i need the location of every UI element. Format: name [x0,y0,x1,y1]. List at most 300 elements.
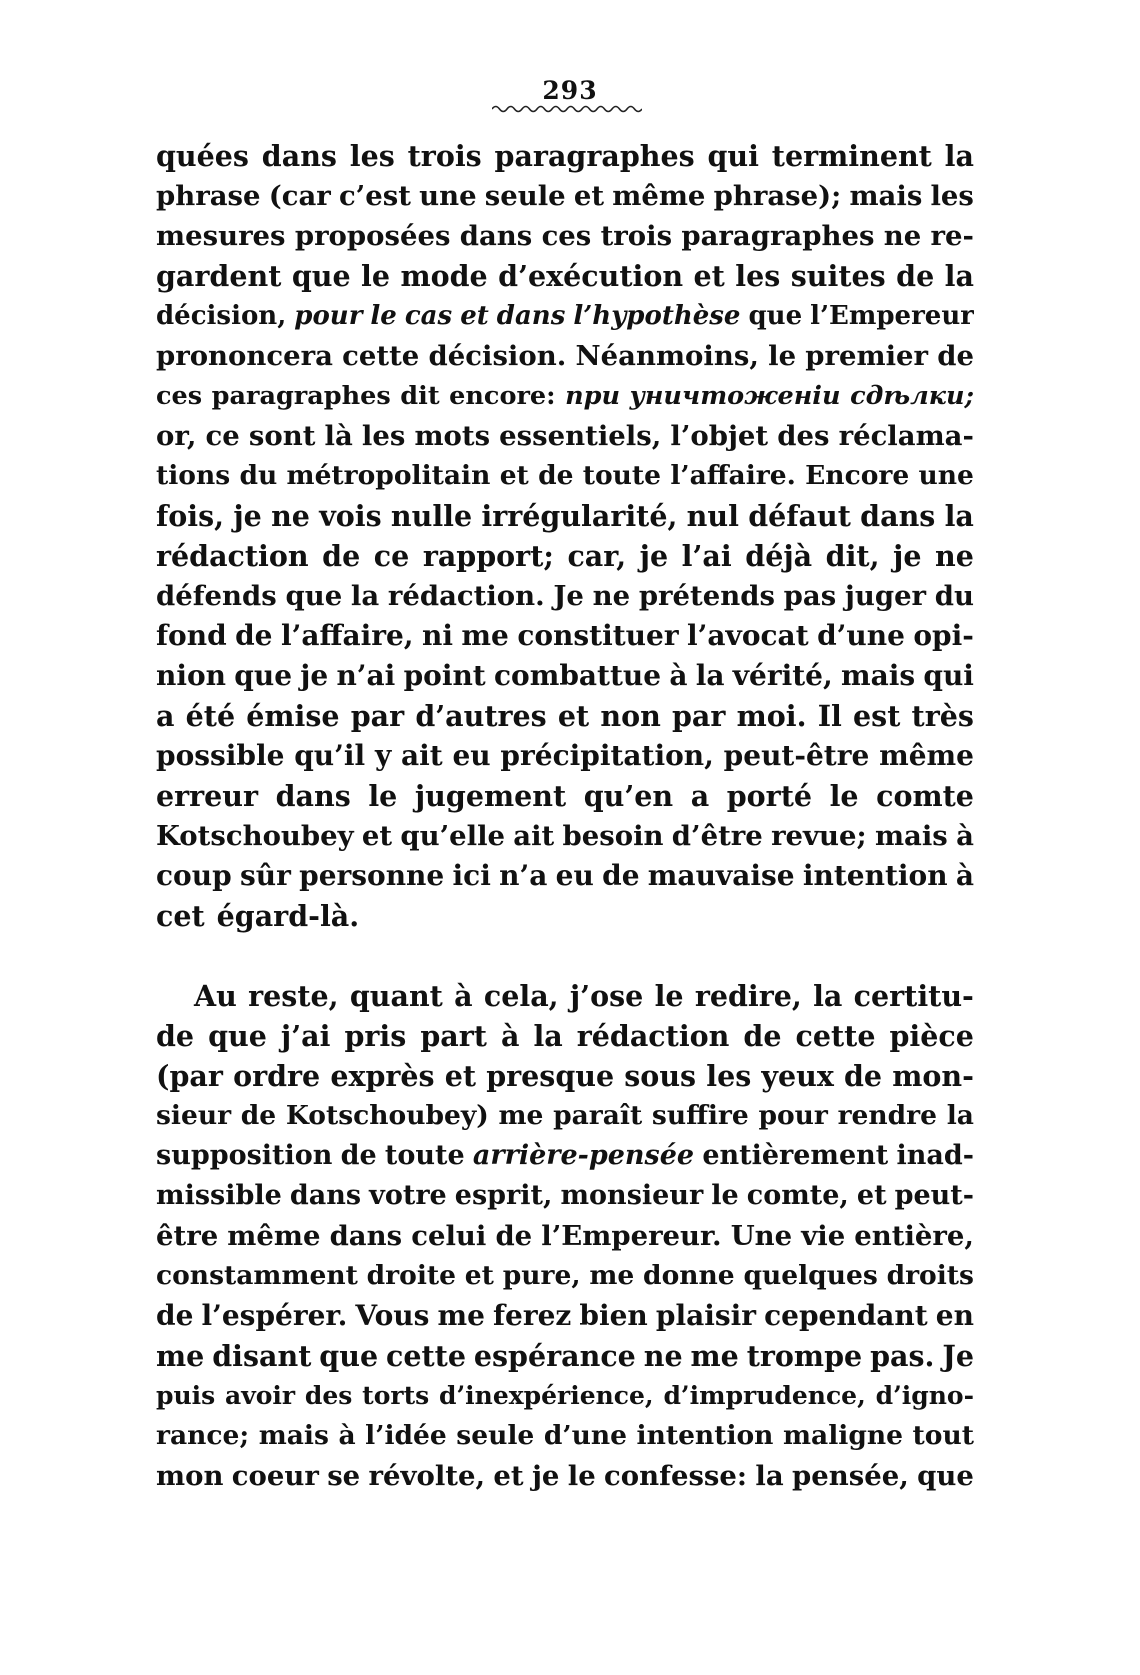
word: qu’en [583,779,674,813]
word: de [235,619,273,652]
text-line [156,536,974,576]
word: terminent [771,139,932,173]
word: paragraphes [681,220,875,252]
word: le [368,779,398,813]
word: et [493,1460,524,1492]
word: arrière-pensée [472,1140,695,1171]
word: les [349,139,395,173]
word: d’imprudence, [663,1381,866,1410]
text-line [156,1216,974,1256]
word: d’une [817,619,905,652]
word: seule [484,180,566,212]
word: que [208,1019,267,1053]
word: prétends [638,580,775,612]
word: erreur [156,779,259,813]
word: je [893,539,922,573]
word: cela, [483,979,559,1013]
word: mauvaise [647,859,795,892]
paragraph [156,976,974,1496]
word: de [743,1019,782,1053]
word: de [322,539,361,573]
word: de [340,1140,377,1171]
text-line [156,736,974,776]
word: coeur [231,1460,319,1492]
word: suffire [651,1100,749,1131]
word: paragraphes [211,381,391,411]
text-line [156,456,974,496]
word: dans [261,139,337,173]
word: et [573,180,605,212]
word: plaisir [655,1299,757,1332]
word: les [706,1059,752,1093]
word: c’est [338,180,411,212]
word: l’hypothèse [573,301,741,331]
word: pure, [502,1260,581,1291]
word: ne [883,220,922,252]
word: l’affaire, [280,619,414,652]
word: phrase [156,180,261,212]
word: a [690,779,710,813]
word: peut- [894,1180,974,1211]
word: qu’elle [400,820,506,852]
word: que [234,659,293,692]
word: possible [156,739,285,772]
word: à [955,859,974,892]
word: même [612,180,706,212]
word: ne [592,580,631,612]
word: de [843,1059,883,1093]
word: paraît [553,1100,643,1131]
text-line [156,496,974,536]
word: et [499,460,529,491]
word: gardent [156,259,282,293]
text-line [156,1416,974,1456]
word: Encore [805,460,910,491]
word: pour [758,1100,828,1131]
word: eu [452,739,491,772]
word: mais [258,1420,329,1451]
word: dans [329,1220,403,1252]
word: intention [802,859,948,892]
word: précipitation, [500,739,714,772]
word: essentiels, [499,420,662,452]
word: de [937,340,974,372]
word: ce [205,420,240,452]
word: cependant [764,1299,928,1332]
word: droits [886,1260,974,1291]
word: sous [624,1059,697,1093]
word: pensée, [792,1460,909,1492]
text-line [156,296,974,336]
word: de [156,1019,195,1053]
text-line [156,816,974,856]
word: d’igno- [875,1381,974,1410]
word: juger [844,580,927,612]
word: je [300,659,329,692]
word: fond [156,619,227,652]
word: vie [801,1220,846,1252]
word: y [374,739,392,772]
text-line [156,256,974,296]
word: porté [726,779,812,813]
word: la [944,259,974,293]
word: ni [421,619,453,652]
word: la [755,1460,784,1492]
word: est [853,699,901,733]
word: paragraphes [494,139,695,173]
text-line [156,1016,974,1056]
word: cette [342,340,420,372]
word: dit, [825,539,880,573]
word: d’autres [415,699,547,733]
word: Kotschoubey) [285,1100,489,1131]
word: уничтоженіи [629,381,841,411]
word: ici [452,859,491,892]
word: du [934,580,974,612]
word: en [935,1299,974,1332]
word: me [589,1260,635,1291]
word: même [879,739,974,772]
word: personne [299,859,445,892]
text-line [156,1376,974,1416]
word: me [461,619,509,652]
word: les [930,180,974,212]
word: car, [567,539,627,573]
word: je [233,499,262,533]
word: défaut [748,499,851,533]
word: réclama- [838,420,974,452]
word: toute [582,460,662,491]
word: quées [156,139,249,173]
text-line [156,336,974,376]
word: part [420,1019,487,1053]
word: à [454,979,473,1013]
word: et [557,699,590,733]
text-line [156,1096,974,1136]
word: ordre [233,1059,321,1093]
word: le [768,340,797,372]
word: inad- [896,1140,974,1171]
word: par [350,699,405,733]
word: et [464,1260,494,1291]
word: constituer [517,619,679,652]
word: pas [783,580,837,612]
word: à [956,820,974,852]
word: rapport; [422,539,554,573]
word: mais [874,820,948,852]
word: avoir [225,1381,296,1410]
word: me [437,1299,485,1332]
word: сдѣлки; [850,381,974,411]
word: même [227,1220,321,1252]
paragraph [156,136,974,936]
word: Néanmoins, [575,340,759,372]
word: monsieur [560,1180,704,1211]
word: l’Empereur. [541,1220,722,1252]
text-line [156,616,974,656]
word: comte, [746,1180,849,1211]
word: mon- [892,1059,974,1093]
word: d’être [671,820,763,852]
word: qu’il [294,739,366,772]
word: être [156,1220,219,1252]
word: d’inexpérience, [439,1381,654,1410]
word: dit [400,381,440,411]
word: reste, [248,979,339,1013]
word: trompe [746,1339,863,1373]
word: premier [805,340,929,372]
word: bien [579,1299,648,1332]
word: combattue [493,659,662,692]
word: et [444,1059,477,1093]
word: non [600,699,661,733]
word: entièrement [702,1140,889,1171]
word: dans [459,220,533,252]
word: et [460,301,489,331]
word: besoin [562,820,664,852]
word: émise [246,699,340,733]
word: qui [707,139,759,173]
word: j’ose [569,979,644,1013]
word: torts [362,1381,430,1410]
word: égard-là. [216,899,360,933]
word: mots [414,420,491,452]
word: de [240,1100,277,1131]
text-line [156,1456,974,1496]
word: puis [156,1381,216,1410]
word: sont [248,420,316,452]
word: tout [912,1420,974,1451]
word: sieur [156,1100,232,1131]
word: l’espérer. [201,1299,348,1332]
word: phrase); [713,180,842,212]
word: irrégularité, [481,499,678,533]
word: l’ai [681,539,732,573]
word: rédaction. [387,580,545,612]
word: mais [840,659,916,692]
text-line [156,896,974,936]
word: l’Empereur [810,301,974,331]
text-line [156,416,974,456]
word: ne [271,499,310,533]
word: que [291,259,351,293]
word: intention [636,1420,774,1451]
word: nul [686,499,739,533]
word: me [156,1339,205,1373]
word: dans [496,301,566,331]
word: entière, [854,1220,974,1252]
word: par [672,699,726,733]
word: proposées [294,220,451,252]
word: donne [643,1260,735,1291]
word: n’a [499,859,548,892]
text-line [156,1056,974,1096]
word: fois, [156,499,225,533]
word: prononcera [156,340,333,372]
word: mode [400,259,488,293]
word: opi- [913,619,974,652]
word: le [567,1460,596,1492]
word: vois [319,499,382,533]
word: d’exécution [498,259,684,293]
word: ferez [492,1299,572,1332]
word: eu [555,859,594,892]
word: vérité, [732,659,833,692]
text-line [156,1256,974,1296]
text-line [156,1296,974,1336]
word: re- [930,220,974,252]
word: de [156,1299,194,1332]
word: une [918,460,974,491]
word: se [327,1460,361,1492]
word: je [639,539,669,573]
word: Je [553,580,584,612]
word: при [565,381,621,411]
text-line [156,376,974,416]
text-line [156,656,974,696]
word: (par [156,1059,223,1093]
word: et [361,820,393,852]
text-line [156,856,974,896]
word: espérance [473,1339,636,1373]
word: à [500,1019,520,1053]
word: j’ai [280,1019,331,1053]
word: rendre [837,1100,938,1131]
word: dans [289,1180,362,1211]
text-line [156,176,974,216]
text-line [156,696,974,736]
word: la [944,499,974,533]
page-number: 293 [542,76,598,105]
word: des [304,1381,353,1410]
text-line [156,976,974,1016]
word: confesse: [604,1460,748,1492]
word: les [735,259,781,293]
word: là [324,420,353,452]
word: Il [817,699,842,733]
word: décision, [156,301,287,331]
text-line [156,776,974,816]
word: l’objet [670,420,769,452]
word: cas [404,301,453,331]
word: tions [156,460,231,491]
word: le [711,1180,739,1211]
word: quelques [743,1260,878,1291]
word: ne [935,539,974,573]
word: moi. [736,699,807,733]
word: à [338,1420,356,1451]
word: ait [401,739,443,772]
word: de [495,1220,533,1252]
word: que [917,1460,974,1492]
word: trois [407,139,482,173]
word: Je [942,1339,974,1373]
word: revue; [771,820,867,852]
word: la [813,979,843,1013]
paragraph-gap [156,936,974,976]
word: de [896,259,935,293]
word: comte [876,779,974,813]
text-line [156,1136,974,1176]
word: de [602,859,640,892]
word: une [419,180,477,212]
word: trois [600,220,673,252]
word: défends [156,580,277,612]
word: et [693,259,725,293]
word: la [946,1100,974,1131]
word: esprit, [454,1180,553,1211]
word: ces [156,381,203,411]
word: à [669,659,688,692]
body-text [156,136,974,1496]
word: votre [369,1180,447,1211]
word: mon [156,1460,224,1492]
word: Au [194,979,237,1013]
text-line [156,136,974,176]
word: des [777,420,830,452]
word: Kotschoubey [156,820,354,852]
word: dans [275,779,351,813]
word: que [319,1339,379,1373]
word: cette [795,1019,876,1053]
word: (car [268,180,331,212]
word: point [403,659,486,692]
word: le [829,779,859,813]
word: pièce [889,1019,974,1053]
word: me [498,1100,544,1131]
word: certitu- [853,979,974,1013]
word: suites [790,259,886,293]
word: seule [456,1420,535,1451]
word: le [370,301,397,331]
word: d’une [543,1420,627,1451]
word: rédaction [156,539,309,573]
word: n’ai [336,659,396,692]
word: ait [513,820,555,852]
word: la [944,139,974,173]
word: droite [366,1260,456,1291]
word: dans [860,499,936,533]
word: me [690,1339,739,1373]
word: supposition [156,1140,333,1171]
word: presque [486,1059,615,1093]
word: pris [344,1019,407,1053]
word: celui [411,1220,487,1252]
word: les [361,420,406,452]
word: pas. [870,1339,935,1373]
word: sûr [239,859,291,892]
word: redire, [694,979,802,1013]
text-line [156,1336,974,1376]
word: je [531,1460,560,1492]
word: ne [643,1339,683,1373]
word: mesures [156,220,286,252]
word: cette [386,1339,466,1373]
text-line [156,216,974,256]
word: constamment [156,1260,358,1291]
word: ce [373,539,410,573]
word: encore: [449,381,556,411]
word: a [156,699,175,733]
word: nion [156,659,227,692]
word: coup [156,859,232,892]
wavy-rule-ornament [492,104,642,114]
word: Vous [355,1299,430,1332]
word: le [361,259,391,293]
word: l’affaire. [670,460,796,491]
text-line [156,576,974,616]
word: que [285,580,343,612]
